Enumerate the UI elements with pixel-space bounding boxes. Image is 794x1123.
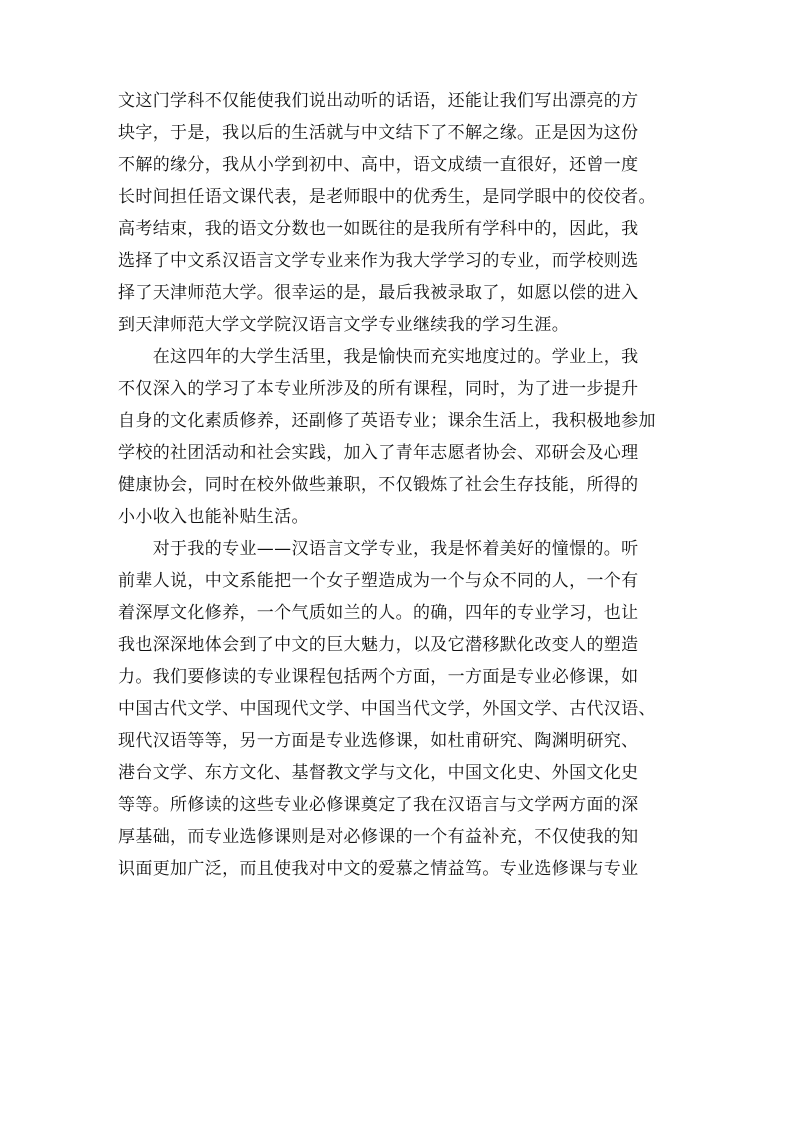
text-line: 健康协会，同时在校外做些兼职，不仅锻炼了社会生存技能，所得的 — [118, 475, 639, 495]
text-line: 我也深深地体会到了中文的巨大魅力，以及它潜移默化改变人的塑造 — [118, 635, 639, 655]
text-line: 高考结束，我的语文分数也一如既往的是我所有学科中的，因此，我 — [118, 219, 639, 239]
text-line: 力。我们要修读的专业课程包括两个方面，一方面是专业必修课，如 — [118, 667, 639, 687]
text-line: 小小收入也能补贴生活。 — [118, 507, 309, 527]
text-line: 厚基础，而专业选修课则是对必修课的一个有益补充，不仅使我的知 — [118, 827, 639, 847]
text-line: 着深厚文化修养，一个气质如兰的人。的确，四年的专业学习，也让 — [118, 603, 639, 623]
text-line: 不解的缘分，我从小学到初中、高中，语文成绩一直很好，还曾一度 — [118, 155, 639, 175]
text-line: 识面更加广泛，而且使我对中文的爱慕之情益笃。专业选修课与专业 — [118, 859, 639, 879]
text-line: 中国古代文学、中国现代文学、中国当代文学，外国文学、古代汉语、 — [118, 699, 656, 719]
text-line: 块字，于是，我以后的生活就与中文结下了不解之缘。正是因为这份 — [118, 123, 639, 143]
text-line: 长时间担任语文课代表，是老师眼中的优秀生，是同学眼中的佼佼者。 — [118, 187, 656, 207]
text-line: 学校的社团活动和社会实践，加入了青年志愿者协会、邓研会及心理 — [118, 443, 639, 463]
text-line: 对于我的专业——汉语言文学专业，我是怀着美好的憧憬的。听 — [118, 539, 639, 559]
text-line: 择了天津师范大学。很幸运的是，最后我被录取了，如愿以偿的进入 — [118, 283, 639, 303]
text-line: 不仅深入的学习了本专业所涉及的所有课程，同时，为了进一步提升 — [118, 379, 639, 399]
text-line: 在这四年的大学生活里，我是愉快而充实地度过的。学业上，我 — [118, 347, 639, 367]
text-line: 等等。所修读的这些专业必修课奠定了我在汉语言与文学两方面的深 — [118, 795, 639, 815]
text-line: 文这门学科不仅能使我们说出动听的话语，还能让我们写出漂亮的方 — [118, 91, 639, 111]
text-line: 港台文学、东方文化、基督教文学与文化，中国文化史、外国文化史 — [118, 763, 639, 783]
text-line: 自身的文化素质修养，还副修了英语专业；课余生活上，我积极地参加 — [118, 411, 656, 431]
text-line: 现代汉语等等，另一方面是专业选修课，如杜甫研究、陶渊明研究、 — [118, 731, 639, 751]
text-line: 选择了中文系汉语言文学专业来作为我大学学习的专业，而学校则选 — [118, 251, 639, 271]
text-line: 前辈人说，中文系能把一个女子塑造成为一个与众不同的人，一个有 — [118, 571, 639, 591]
text-line: 到天津师范大学文学院汉语言文学专业继续我的学习生涯。 — [118, 315, 570, 335]
